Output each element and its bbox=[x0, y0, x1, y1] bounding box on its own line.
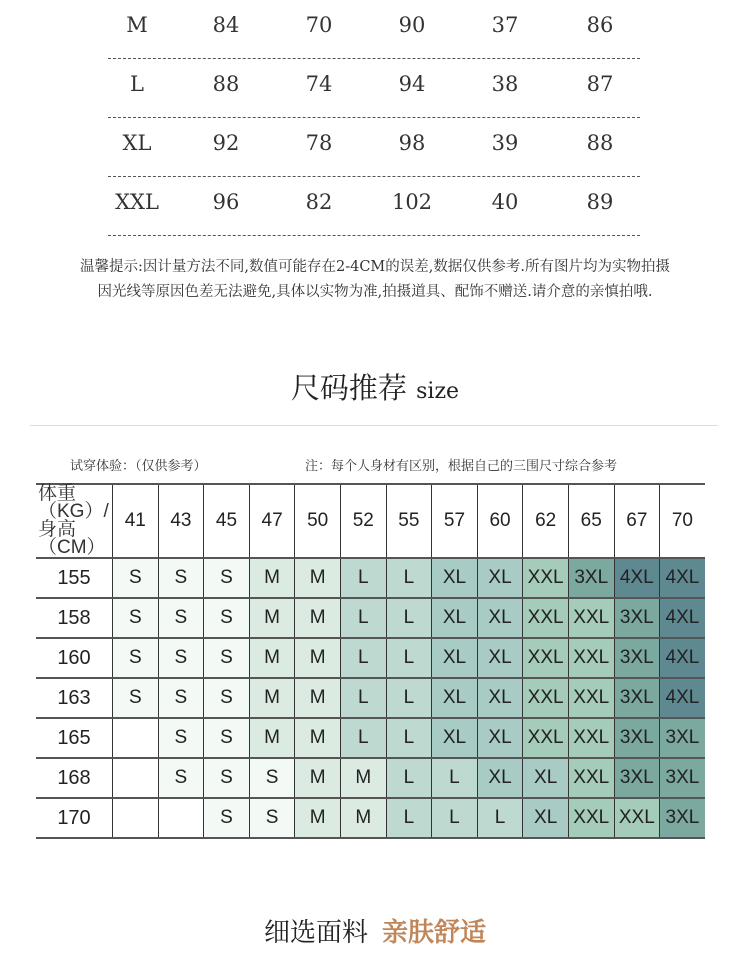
size-cell: 37 bbox=[491, 13, 519, 37]
size-cell: L bbox=[340, 558, 386, 598]
size-cell: XXL bbox=[568, 758, 614, 798]
size-cell: 3XL bbox=[614, 678, 660, 718]
height-cell: 163 bbox=[57, 686, 91, 709]
size-cell: M bbox=[295, 758, 341, 798]
size-row bbox=[108, 59, 640, 118]
size-cell: M bbox=[295, 718, 341, 758]
size-cell: 3XL bbox=[614, 638, 660, 678]
size-cell: 92 bbox=[212, 131, 240, 155]
size-cell: M bbox=[340, 798, 386, 838]
tagline bbox=[0, 912, 750, 949]
size-cell: M bbox=[249, 598, 295, 638]
size-cell: S bbox=[204, 678, 250, 718]
size-cell: L bbox=[386, 678, 432, 718]
size-cell: L bbox=[340, 638, 386, 678]
table-row bbox=[36, 638, 705, 678]
size-cell: XXL bbox=[115, 190, 159, 214]
size-cell: XL bbox=[432, 678, 478, 718]
weight-header: 43 bbox=[158, 484, 204, 558]
corner-label bbox=[36, 484, 113, 558]
section-title-cn: 尺码推荐 bbox=[290, 371, 407, 405]
size-cell: S bbox=[249, 758, 295, 798]
size-cell: L bbox=[340, 598, 386, 638]
weight-header: 45 bbox=[204, 484, 250, 558]
size-cell: S bbox=[204, 758, 250, 798]
size-cell: XL bbox=[523, 758, 569, 798]
size-cell: XXL bbox=[523, 638, 569, 678]
size-cell: 74 bbox=[305, 72, 333, 96]
table-row bbox=[36, 678, 705, 718]
weight-header: 55 bbox=[386, 484, 432, 558]
size-cell: XL bbox=[477, 718, 523, 758]
size-cell: 78 bbox=[305, 131, 333, 155]
size-cell: S bbox=[113, 638, 159, 678]
size-cell: 3XL bbox=[614, 598, 660, 638]
size-cell bbox=[113, 758, 159, 798]
size-cell: XXL bbox=[523, 718, 569, 758]
size-cell: 70 bbox=[305, 13, 333, 37]
height-cell: 158 bbox=[57, 606, 91, 629]
weight-label: 体重（KG）/ bbox=[38, 483, 109, 522]
size-cell: 4XL bbox=[660, 598, 705, 638]
size-row bbox=[108, 177, 640, 236]
size-cell: S bbox=[113, 678, 159, 718]
size-cell: M bbox=[249, 638, 295, 678]
size-cell: 3XL bbox=[660, 798, 705, 838]
size-cell: S bbox=[204, 598, 250, 638]
size-cell: XXL bbox=[523, 558, 569, 598]
size-cell: 4XL bbox=[660, 558, 705, 598]
height-cell: 165 bbox=[57, 726, 91, 749]
size-cell: 40 bbox=[491, 190, 519, 214]
size-cell: 3XL bbox=[660, 718, 705, 758]
size-cell: L bbox=[386, 638, 432, 678]
weight-header: 41 bbox=[113, 484, 159, 558]
tagline-plain: 细选面料 bbox=[263, 918, 368, 948]
size-cell: XL bbox=[122, 131, 152, 155]
size-cell: M bbox=[249, 558, 295, 598]
weight-header: 62 bbox=[523, 484, 569, 558]
size-cell: 3XL bbox=[660, 758, 705, 798]
note-line-1: 温馨提示:因计量方法不同,数值可能存在2-4CM的误差,数据仅供参考.所有图片均为实物拍摄 bbox=[79, 259, 670, 275]
size-cell: M bbox=[249, 678, 295, 718]
size-cell: L bbox=[477, 798, 523, 838]
weight-header: 52 bbox=[340, 484, 386, 558]
size-cell: 86 bbox=[586, 13, 614, 37]
size-cell: XXL bbox=[523, 598, 569, 638]
row-divider bbox=[108, 235, 640, 236]
size-cell: 3XL bbox=[568, 558, 614, 598]
weight-header: 70 bbox=[660, 484, 705, 558]
table-row bbox=[36, 798, 705, 838]
divider bbox=[30, 425, 718, 426]
size-cell: L bbox=[386, 758, 432, 798]
size-cell: XL bbox=[432, 638, 478, 678]
size-cell: XL bbox=[432, 718, 478, 758]
weight-header: 47 bbox=[249, 484, 295, 558]
note-line-2: 因光线等原因色差无法避免,具体以实物为准,拍摄道具、配饰不赠送.请介意的亲慎拍哦. bbox=[97, 284, 653, 300]
size-cell: XL bbox=[477, 558, 523, 598]
size-cell: M bbox=[295, 798, 341, 838]
size-cell: XXL bbox=[568, 678, 614, 718]
size-recommendation-table bbox=[36, 483, 705, 839]
size-cell: S bbox=[158, 598, 204, 638]
size-cell: 87 bbox=[586, 72, 614, 96]
header-row bbox=[36, 484, 705, 558]
size-cell: 4XL bbox=[614, 558, 660, 598]
section-title-en: size bbox=[416, 379, 460, 404]
size-cell bbox=[158, 798, 204, 838]
size-cell: XXL bbox=[523, 678, 569, 718]
size-cell: L bbox=[386, 798, 432, 838]
size-cell: 102 bbox=[391, 190, 433, 214]
size-cell: 88 bbox=[586, 131, 614, 155]
size-cell: XXL bbox=[614, 798, 660, 838]
height-cell: 170 bbox=[57, 806, 91, 829]
size-cell: XXL bbox=[568, 638, 614, 678]
size-cell: 82 bbox=[305, 190, 333, 214]
size-cell: 90 bbox=[398, 13, 426, 37]
size-cell: L bbox=[340, 718, 386, 758]
weight-header: 65 bbox=[568, 484, 614, 558]
size-cell: L bbox=[340, 678, 386, 718]
size-cell: M bbox=[126, 13, 148, 37]
size-cell: M bbox=[295, 598, 341, 638]
table-row bbox=[36, 758, 705, 798]
size-cell: L bbox=[432, 798, 478, 838]
height-label: 身高（CM） bbox=[38, 519, 106, 558]
size-cell: XXL bbox=[568, 798, 614, 838]
size-cell bbox=[113, 798, 159, 838]
size-row bbox=[108, 118, 640, 177]
size-cell: 38 bbox=[491, 72, 519, 96]
table-row bbox=[36, 598, 705, 638]
size-cell: 89 bbox=[586, 190, 614, 214]
reference-note: 注：每个人身材有区别，根据自己的三围尺寸综合参考 bbox=[305, 459, 618, 474]
size-cell: 39 bbox=[491, 131, 519, 155]
trial-label: 试穿体验：（仅供参考） bbox=[70, 459, 207, 474]
size-cell: XL bbox=[432, 598, 478, 638]
weight-header: 50 bbox=[295, 484, 341, 558]
weight-header: 57 bbox=[432, 484, 478, 558]
size-cell: 4XL bbox=[660, 678, 705, 718]
size-cell: XL bbox=[477, 638, 523, 678]
size-cell: S bbox=[249, 798, 295, 838]
size-cell: S bbox=[204, 718, 250, 758]
size-cell: XL bbox=[523, 798, 569, 838]
size-cell: XXL bbox=[568, 598, 614, 638]
size-cell: 94 bbox=[398, 72, 426, 96]
section-title bbox=[0, 366, 750, 407]
size-cell: XL bbox=[432, 558, 478, 598]
height-cell: 160 bbox=[57, 646, 91, 669]
size-row bbox=[108, 0, 640, 59]
size-cell: 98 bbox=[398, 131, 426, 155]
size-cell: 3XL bbox=[614, 718, 660, 758]
size-cell: M bbox=[340, 758, 386, 798]
size-cell: S bbox=[158, 718, 204, 758]
height-cell: 155 bbox=[57, 566, 91, 589]
height-cell: 168 bbox=[57, 766, 91, 789]
size-cell: S bbox=[113, 598, 159, 638]
size-cell bbox=[113, 718, 159, 758]
size-cell: L bbox=[386, 558, 432, 598]
size-cell: M bbox=[295, 638, 341, 678]
size-cell: XL bbox=[477, 678, 523, 718]
weight-header: 60 bbox=[477, 484, 523, 558]
size-cell: S bbox=[158, 758, 204, 798]
size-cell: S bbox=[158, 678, 204, 718]
size-cell: L bbox=[386, 598, 432, 638]
table-row bbox=[36, 558, 705, 598]
size-cell: L bbox=[130, 72, 144, 96]
weight-header: 67 bbox=[614, 484, 660, 558]
size-cell: S bbox=[204, 638, 250, 678]
table-row bbox=[36, 718, 705, 758]
size-cell: M bbox=[295, 558, 341, 598]
size-cell: L bbox=[432, 758, 478, 798]
size-cell: 84 bbox=[212, 13, 240, 37]
size-cell: S bbox=[204, 558, 250, 598]
size-cell: 88 bbox=[212, 72, 240, 96]
size-cell: XL bbox=[477, 598, 523, 638]
size-cell: XL bbox=[477, 758, 523, 798]
size-cell: 3XL bbox=[614, 758, 660, 798]
tagline-accent: 亲肤舒适 bbox=[382, 918, 487, 948]
size-cell: S bbox=[158, 558, 204, 598]
size-cell: L bbox=[386, 718, 432, 758]
size-cell: S bbox=[204, 798, 250, 838]
size-cell: 96 bbox=[212, 190, 240, 214]
size-cell: 4XL bbox=[660, 638, 705, 678]
size-cell: XXL bbox=[568, 718, 614, 758]
size-cell: S bbox=[113, 558, 159, 598]
size-cell: M bbox=[295, 678, 341, 718]
size-cell: M bbox=[249, 718, 295, 758]
size-cell: S bbox=[158, 638, 204, 678]
